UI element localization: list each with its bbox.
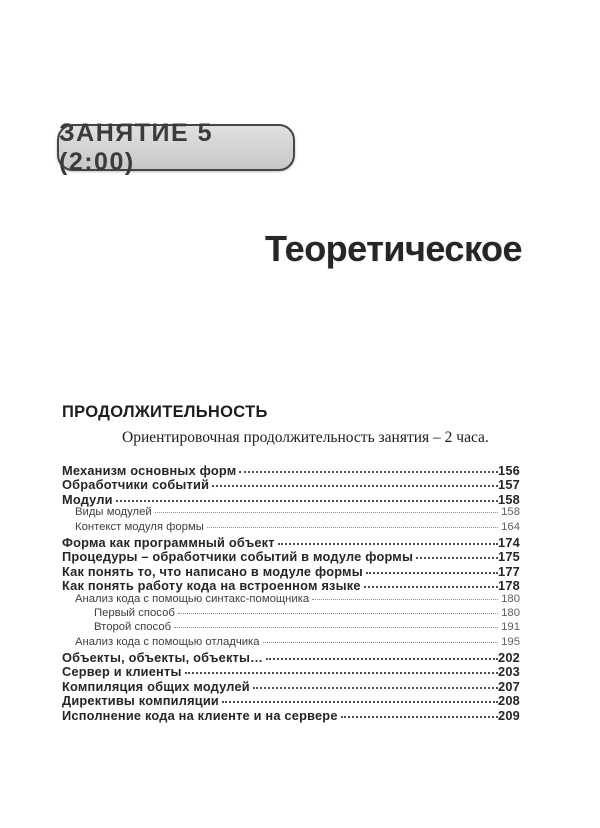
toc-entry-label: Модули	[62, 491, 113, 507]
toc-entry	[62, 636, 520, 650]
toc-entry	[62, 607, 520, 621]
toc-entry-label: Второй способ	[94, 621, 172, 634]
toc-entry	[62, 578, 520, 592]
toc-entry	[62, 693, 520, 707]
toc-entry-page: 175	[498, 549, 520, 565]
toc-entry	[62, 564, 520, 578]
toc-entry-label: Объекты, объекты, объекты…	[62, 650, 264, 666]
toc-leader-dots	[416, 557, 498, 559]
toc-entry	[62, 708, 520, 722]
toc-leader-dots	[312, 599, 498, 600]
toc-leader-dots	[253, 687, 498, 689]
table-of-contents	[62, 463, 520, 722]
toc-leader-dots	[278, 543, 498, 545]
toc-entry-page: 156	[498, 463, 520, 478]
toc-entry	[62, 463, 520, 477]
toc-entry-page: 158	[501, 506, 520, 519]
toc-leader-dots	[155, 512, 498, 513]
toc-entry	[62, 549, 520, 563]
toc-entry	[62, 593, 520, 607]
toc-entry-label: Процедуры – обработчики событий в модуле формы	[62, 549, 414, 565]
duration-text: Ориентировочная продолжительность занятия – 2 часа.	[122, 429, 489, 446]
toc-entry	[62, 621, 520, 635]
toc-leader-dots	[366, 572, 498, 574]
toc-entry-label: Виды модулей	[75, 506, 152, 519]
toc-entry-label: Компиляция общих модулей	[62, 678, 250, 694]
toc-entry-page: 158	[498, 491, 520, 507]
toc-entry-page: 180	[501, 592, 520, 605]
toc-entry-label: Исполнение кода на клиенте и на сервере	[62, 707, 338, 723]
toc-leader-dots	[174, 627, 498, 628]
toc-entry	[62, 521, 520, 535]
toc-entry-label: Контекст модуля формы	[75, 520, 204, 533]
duration-section-title: ПРОДОЛЖИТЕЛЬНОСТЬ	[62, 403, 268, 421]
toc-entry-page: 203	[498, 664, 520, 680]
toc-entry-page: 178	[498, 578, 520, 594]
toc-leader-dots	[207, 527, 498, 528]
toc-entry-label: Директивы компиляции	[62, 693, 219, 709]
toc-entry-label: Как понять то, что написано в модуле формы	[62, 563, 363, 579]
toc-entry-page: 164	[501, 520, 520, 533]
toc-leader-dots	[263, 642, 499, 643]
toc-entry	[62, 679, 520, 693]
toc-entry	[62, 477, 520, 491]
toc-entry-label: Как понять работу кода на встроенном языке	[62, 578, 361, 594]
toc-leader-dots	[116, 500, 498, 502]
toc-entry-page: 208	[498, 693, 520, 709]
toc-entry-page: 191	[501, 621, 520, 634]
toc-entry-label: Форма как программный объект	[62, 534, 275, 550]
toc-entry-page: 177	[498, 563, 520, 579]
toc-leader-dots	[341, 716, 498, 718]
toc-leader-dots	[239, 471, 498, 473]
toc-entry	[62, 506, 520, 520]
toc-entry	[62, 664, 520, 678]
toc-entry-label: Механизм основных форм	[62, 463, 237, 478]
toc-entry-page: 157	[498, 477, 520, 493]
toc-entry-label: Первый способ	[94, 606, 175, 619]
toc-entry	[62, 535, 520, 549]
toc-entry-page: 202	[498, 650, 520, 666]
toc-leader-dots	[364, 586, 498, 588]
toc-leader-dots	[178, 613, 498, 614]
toc-leader-dots	[185, 672, 498, 674]
toc-entry-page: 209	[498, 707, 520, 723]
toc-entry-page: 180	[501, 606, 520, 619]
toc-entry-page: 207	[498, 678, 520, 694]
toc-entry-label: Анализ кода с помощью синтакс-помощника	[75, 592, 310, 605]
toc-entry-page: 195	[501, 635, 520, 648]
toc-entry	[62, 492, 520, 506]
lesson-badge-label: ЗАНЯТИЕ 5 (2:00)	[59, 118, 214, 176]
toc-entry-label: Обработчики событий	[62, 477, 210, 493]
lesson-badge	[57, 118, 295, 176]
chapter-title: Теоретическое	[264, 228, 522, 269]
toc-entry	[62, 650, 520, 664]
toc-leader-dots	[212, 485, 498, 487]
toc-leader-dots	[266, 658, 498, 660]
toc-entry-page: 174	[498, 534, 520, 550]
toc-leader-dots	[222, 701, 498, 703]
toc-entry-label: Сервер и клиенты	[62, 664, 182, 680]
toc-entry-label: Анализ кода с помощью отладчика	[75, 635, 260, 648]
